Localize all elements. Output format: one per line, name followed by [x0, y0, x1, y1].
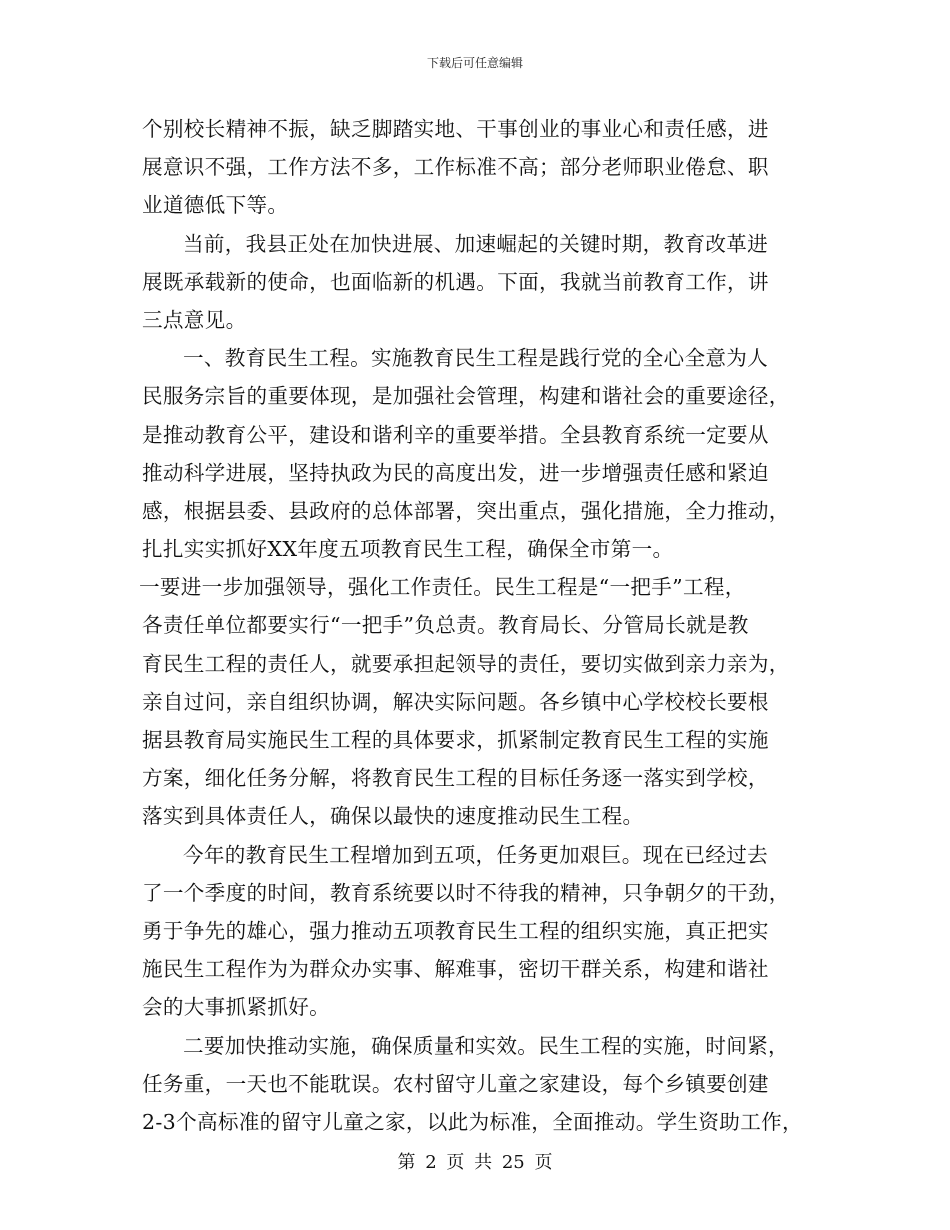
text-line: 民服务宗旨的重要体现，是加强社会管理，构建和谐社会的重要途径， — [142, 384, 790, 409]
text-line: 亲自过问，亲自组织协调，解决实际问题。各乡镇中心学校校长要根 — [142, 689, 769, 714]
paragraph-first-line: 当前，我县正处在加快进展、加速崛起的关键时期，教育改革进 — [183, 231, 769, 256]
paragraph-first-line: 今年的教育民生工程增加到五项，任务更加艰巨。现在已经过去 — [183, 842, 769, 867]
text-line: 感，根据县委、县政府的总体部署，突出重点，强化措施，全力推动， — [142, 498, 790, 523]
text-line: 业道德低下等。 — [142, 193, 289, 218]
text-line: 展意识不强，工作方法不多，工作标准不高；部分老师职业倦怠、职 — [142, 155, 769, 180]
paragraph-first-line: 二要加快推动实施，确保质量和实效。民生工程的实施，时间紧， — [183, 1033, 789, 1058]
text-line: 各责任单位都要实行“一把手”负总责。教育局长、分管局长就是教 — [142, 613, 749, 638]
text-line: 一要进一步加强领导，强化工作责任。民生工程是“一把手”工程， — [139, 575, 746, 600]
text-line: 展既承载新的使命，也面临新的机遇。下面，我就当前教育工作，讲 — [142, 269, 769, 294]
text-line: 据县教育局实施民生工程的具体要求，抓紧制定教育民生工程的实施 — [142, 728, 769, 752]
text-line: 方案，细化任务分解，将教育民生工程的目标任务逐一落实到学校， — [142, 766, 769, 791]
text-line: 了一个季度的时间，教育系统要以时不待我的精神，只争朝夕的干劲， — [142, 880, 790, 905]
text-line: 个别校长精神不振，缺乏脚踏实地、干事创业的事业心和责任感，进 — [142, 117, 769, 141]
text-line: 勇于争先的雄心，强力推动五项教育民生工程的组织实施，真正把实 — [142, 918, 769, 943]
text-line: 会的大事抓紧抓好。 — [142, 995, 331, 1020]
page-header: 下载后可任意编辑 — [426, 56, 523, 70]
text-line: 施民生工程作为为群众办实事、解难事，密切干群关系，构建和谐社 — [142, 957, 769, 982]
text-line: 育民生工程的责任人，就要承担起领导的责任，要切实做到亲力亲为， — [142, 651, 790, 676]
text-line: 三点意见。 — [142, 307, 247, 332]
text-line: 任务重，一天也不能耽误。农村留守儿童之家建设，每个乡镇要创建 — [142, 1071, 769, 1096]
document-body — [139, 110, 822, 1141]
page-number-footer: 第 2 页 共 25 页 — [397, 1152, 553, 1173]
text-line: 2-3个高标准的留守儿童之家，以此为标准，全面推动。学生资助工作， — [142, 1109, 803, 1134]
text-line: 是推动教育公平，建设和谐利辛的重要举措。全县教育系统一定要从 — [142, 422, 769, 447]
paragraph-first-line: 一、教育民生工程。实施教育民生工程是践行党的全心全意为人 — [183, 346, 769, 371]
text-line: 落实到具体责任人，确保以最快的速度推动民生工程。 — [142, 804, 644, 829]
text-line: 推动科学进展，坚持执政为民的高度出发，进一步增强责任感和紧迫 — [142, 460, 769, 485]
text-line: 扎扎实实抓好XX年度五项教育民生工程，确保全市第一。 — [142, 537, 674, 562]
